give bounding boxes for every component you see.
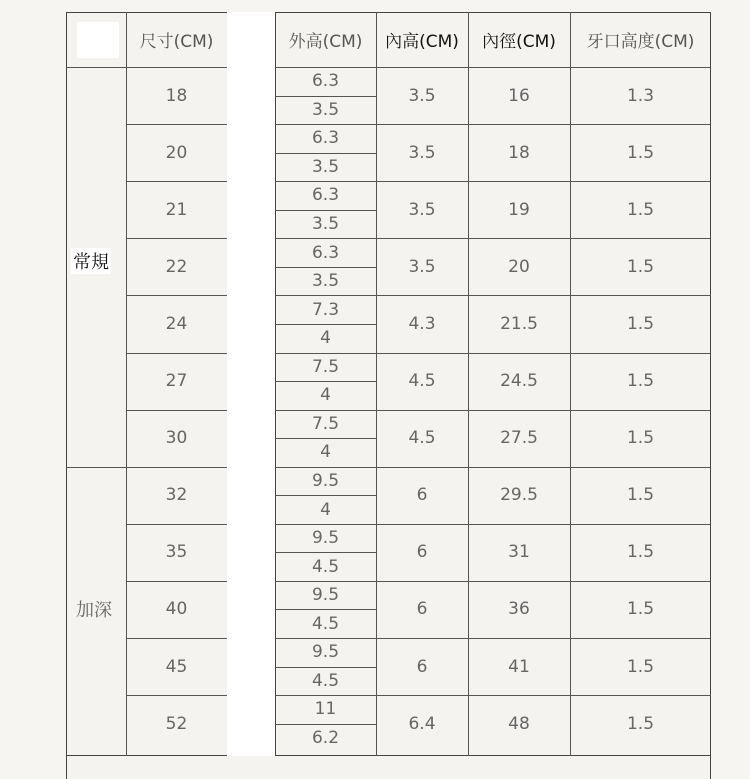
size-value: 20: [165, 142, 188, 163]
inner-height-value: 6: [416, 485, 428, 506]
table-gap: [227, 12, 275, 756]
corner-blank-cell: [77, 22, 119, 58]
inner-height-value: 4.3: [408, 313, 436, 334]
outer-height-bottom: 3.5: [311, 99, 340, 120]
outer-height-top: 6.3: [311, 128, 340, 149]
outer-height-top: 7.3: [311, 299, 340, 320]
size-value: 45: [165, 656, 188, 677]
category-deep: 加深: [76, 600, 112, 621]
inner-diameter-value: 36: [508, 599, 530, 620]
rim-height-value: 1.5: [626, 485, 655, 506]
rim-height-value: 1.5: [626, 371, 655, 392]
inner-height-value: 6.4: [408, 713, 436, 734]
outer-height-bottom: 4.5: [311, 670, 340, 691]
size-value: 30: [165, 428, 188, 449]
outer-height-top: 7.5: [311, 356, 340, 377]
rim-height-value: 1.5: [626, 542, 655, 563]
inner-diameter-value: 19: [508, 199, 530, 220]
inner-height-value: 3.5: [408, 85, 436, 106]
outer-height-top: 6.3: [311, 185, 340, 206]
inner-diameter-value: 18: [508, 142, 530, 163]
rim-height-value: 1.5: [626, 599, 655, 620]
inner-diameter-value: 48: [508, 713, 530, 734]
header-outer-height: 外高(CM): [288, 32, 363, 52]
inner-height-value: 6: [416, 542, 428, 563]
inner-height-value: 4.5: [408, 428, 436, 449]
rim-height-value: 1.5: [626, 199, 655, 220]
inner-diameter-value: 29.5: [500, 485, 538, 506]
outer-height-top: 9.5: [311, 470, 340, 491]
outer-height-bottom: 4: [320, 385, 331, 406]
header-rim-height: 牙口高度(CM): [586, 32, 695, 52]
inner-height-value: 6: [416, 656, 428, 677]
inner-diameter-value: 41: [508, 656, 530, 677]
inner-height-value: 3.5: [408, 256, 436, 277]
category-regular: 常規: [71, 248, 111, 274]
outer-height-bottom: 3.5: [311, 271, 340, 292]
size-value: 27: [165, 371, 188, 392]
inner-diameter-value: 24.5: [500, 371, 538, 392]
size-value: 40: [165, 599, 188, 620]
size-value: 35: [165, 542, 188, 563]
outer-height-bottom: 3.5: [311, 214, 340, 235]
outer-height-top: 9.5: [311, 528, 340, 549]
header-size: 尺寸(CM): [139, 32, 214, 52]
inner-diameter-value: 21.5: [500, 313, 538, 334]
inner-height-value: 3.5: [408, 142, 436, 163]
outer-height-bottom: 4.5: [311, 556, 340, 577]
rim-height-value: 1.5: [626, 713, 655, 734]
outer-height-top: 6.3: [311, 242, 340, 263]
outer-height-top: 9.5: [311, 642, 340, 663]
outer-height-bottom: 3.5: [311, 156, 340, 177]
rim-height-value: 1.5: [626, 256, 655, 277]
inner-height-value: 6: [416, 599, 428, 620]
rim-height-value: 1.5: [626, 428, 655, 449]
inner-diameter-value: 20: [508, 256, 530, 277]
inner-diameter-value: 27.5: [500, 428, 538, 449]
table-bottom-strip: [66, 756, 711, 779]
category-divider: [66, 467, 126, 468]
outer-height-bottom: 4: [320, 499, 331, 520]
outer-height-bottom: 4: [320, 442, 331, 463]
header-inner-height: 內高(CM): [385, 32, 459, 52]
size-value: 21: [165, 199, 188, 220]
size-value: 32: [165, 485, 188, 506]
rim-height-value: 1.5: [626, 656, 655, 677]
header-inner-diameter: 內徑(CM): [482, 32, 556, 52]
rim-height-value: 1.5: [626, 313, 655, 334]
inner-diameter-value: 31: [508, 542, 530, 563]
size-value: 24: [165, 313, 188, 334]
outer-height-top: 9.5: [311, 585, 340, 606]
size-value: 52: [165, 713, 188, 734]
outer-height-top: 6.3: [311, 71, 340, 92]
outer-height-bottom: 4: [320, 328, 331, 349]
size-value: 22: [165, 256, 188, 277]
rim-height-value: 1.3: [626, 85, 655, 106]
outer-height-top: 7.5: [311, 413, 340, 434]
inner-height-value: 4.5: [408, 371, 436, 392]
inner-height-value: 3.5: [408, 199, 436, 220]
outer-height-top: 11: [314, 699, 337, 720]
outer-height-bottom: 4.5: [311, 613, 340, 634]
rim-height-value: 1.5: [626, 142, 655, 163]
inner-diameter-value: 16: [508, 85, 530, 106]
size-value: 18: [165, 85, 188, 106]
outer-height-bottom: 6.2: [311, 727, 340, 748]
